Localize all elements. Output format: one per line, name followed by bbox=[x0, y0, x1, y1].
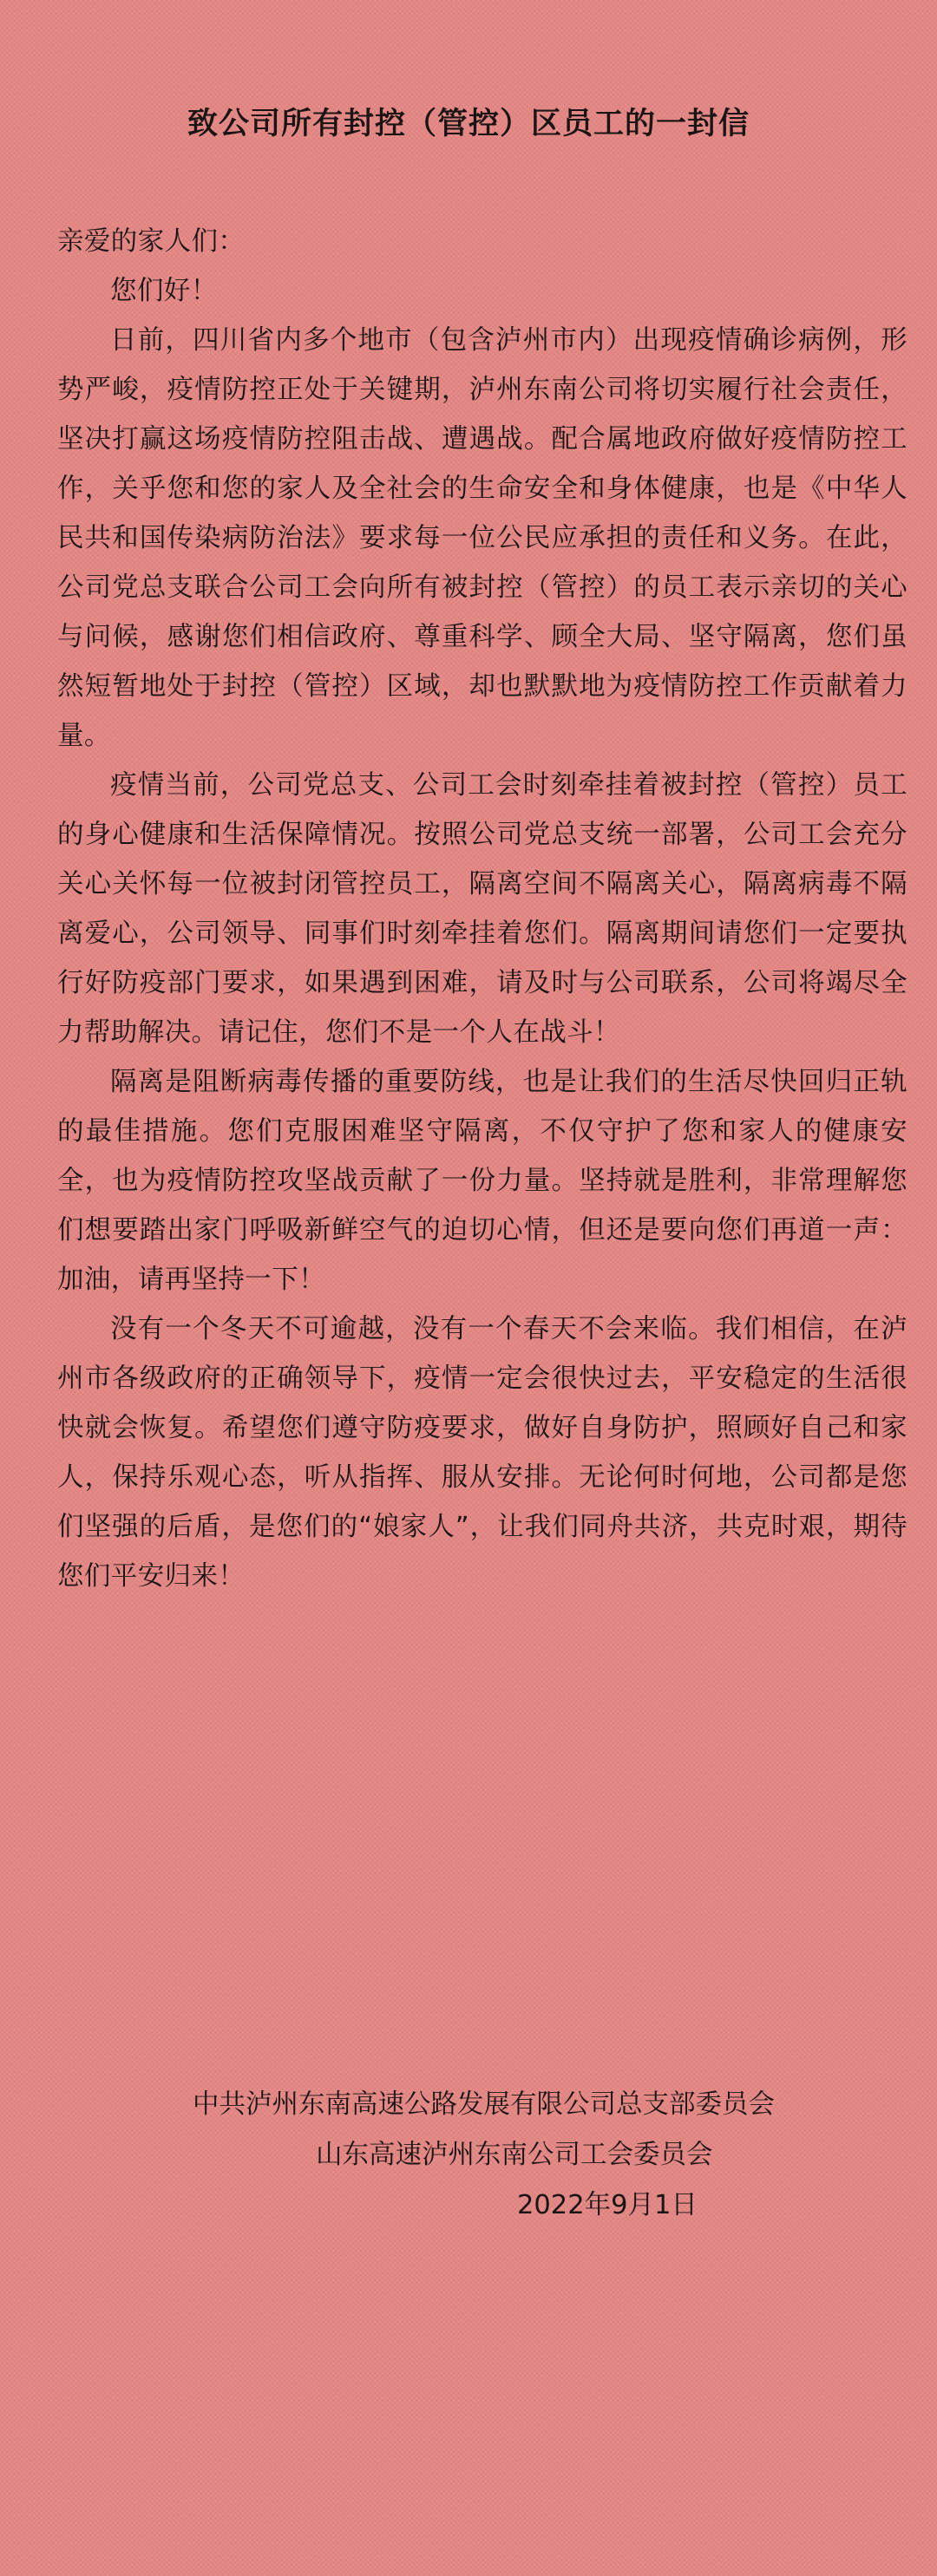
letter-body bbox=[57, 217, 908, 1601]
signature-union-committee: 山东高速泸州东南公司工会委员会 bbox=[316, 2140, 713, 2170]
signature-party-committee: 中共泸州东南高速公路发展有限公司总支部委员会 bbox=[193, 2089, 775, 2120]
greeting: 您们好！ bbox=[110, 276, 218, 306]
letter-title: 致公司所有封控（管控）区员工的一封信 bbox=[187, 107, 750, 141]
salutation: 亲爱的家人们： bbox=[57, 226, 246, 257]
paragraph-2: 疫情当前，公司党总支、公司工会时刻牵挂着被封控（管控）员工的身心健康和生活保障情况。按照公司党总支统一部署，公司工会充分关心关怀每一位被封闭管控员工，隔离空间不隔离关心，隔离病毒不隔离爱心，公司领导、同事们时刻牵挂着您们。隔离期间请您们一定要执行好防疫部门要求，如果遇到困难，请及时与公司联系，公司将竭尽全力帮助解决。请记住，您们不是一个人在战斗！ bbox=[57, 770, 908, 1048]
signature-date: 2022年9月1日 bbox=[517, 2190, 698, 2220]
paragraph-4: 没有一个冬天不可逾越，没有一个春天不会来临。我们相信，在泸州市各级政府的正确领导下，疫情一定会很快过去，平安稳定的生活很快就会恢复。希望您们遵守防疫要求，做好自身防护，照顾好自己和家人，保持乐观心态，听从指挥、服从安排。无论何时何地，公司都是您们坚强的后盾，是您们的“娘家人”，让我们同舟共济，共克时艰，期待您们平安归来！ bbox=[57, 1314, 908, 1592]
paragraph-3: 隔离是阻断病毒传播的重要防线，也是让我们的生活尽快回归正轨的最佳措施。您们克服困难坚守隔离，不仅守护了您和家人的健康安全，也为疫情防控攻坚战贡献了一份力量。坚持就是胜利，非常理解您们想要踏出家门呼吸新鲜空气的迫切心情，但还是要向您们再道一声：加油，请再坚持一下！ bbox=[57, 1067, 908, 1295]
paragraph-1: 日前，四川省内多个地市（包含泸州市内）出现疫情确诊病例，形势严峻，疫情防控正处于关键期，泸州东南公司将切实履行社会责任，坚决打赢这场疫情防控阻击战、遭遇战。配合属地政府做好疫情防控工作，关乎您和您的家人及全社会的生命安全和身体健康，也是《中华人民共和国传染病防治法》要求每一位公民应承担的责任和义务。在此，公司党总支联合公司工会向所有被封控（管控）的员工表示亲切的关心与问候，感谢您们相信政府、尊重科学、顾全大局、坚守隔离，您们虽然短暂地处于封控（管控）区域，却也默默地为疫情防控工作贡献着力量。 bbox=[57, 325, 908, 751]
